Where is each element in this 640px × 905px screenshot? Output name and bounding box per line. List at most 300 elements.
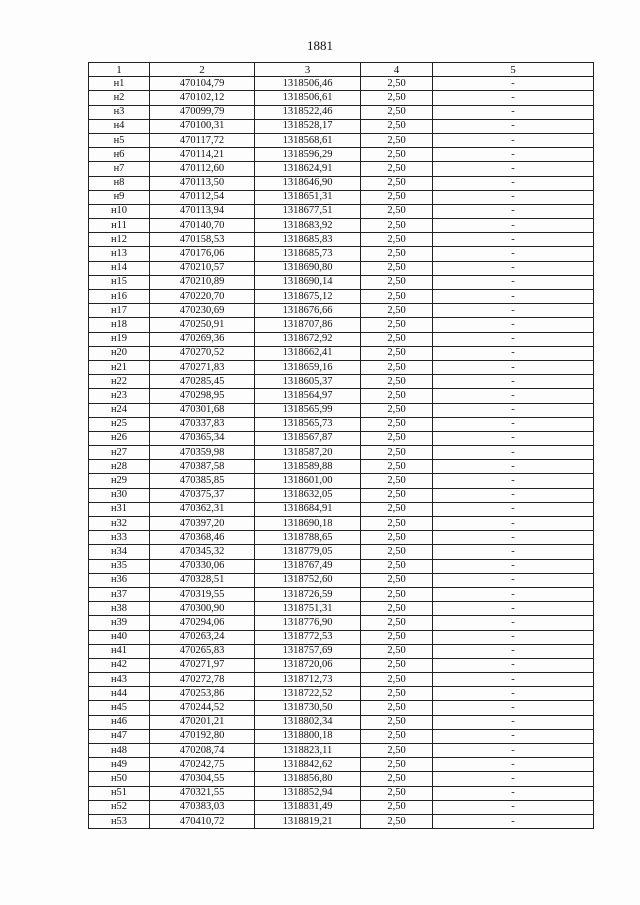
note-cell: - — [433, 587, 594, 601]
accuracy-cell: 2,50 — [361, 744, 433, 758]
x-coordinate-cell: 470271,83 — [150, 360, 255, 374]
accuracy-cell: 2,50 — [361, 644, 433, 658]
note-cell: - — [433, 814, 594, 828]
point-id-cell: н14 — [89, 261, 150, 275]
point-id-cell: н25 — [89, 417, 150, 431]
table-row — [89, 786, 594, 800]
note-cell: - — [433, 417, 594, 431]
x-coordinate-cell: 470208,74 — [150, 744, 255, 758]
note-cell: - — [433, 517, 594, 531]
table-row — [89, 758, 594, 772]
accuracy-cell: 2,50 — [361, 758, 433, 772]
table-row — [89, 190, 594, 204]
y-coordinate-cell: 1318831,49 — [255, 800, 361, 814]
accuracy-cell: 2,50 — [361, 502, 433, 516]
accuracy-cell: 2,50 — [361, 460, 433, 474]
point-id-cell: н46 — [89, 715, 150, 729]
table-row — [89, 814, 594, 828]
x-coordinate-cell: 470375,37 — [150, 488, 255, 502]
y-coordinate-cell: 1318690,14 — [255, 275, 361, 289]
y-coordinate-cell: 1318683,92 — [255, 219, 361, 233]
table-row — [89, 403, 594, 417]
x-coordinate-cell: 470270,52 — [150, 346, 255, 360]
table-row — [89, 687, 594, 701]
accuracy-cell: 2,50 — [361, 204, 433, 218]
table-row — [89, 119, 594, 133]
accuracy-cell: 2,50 — [361, 346, 433, 360]
y-coordinate-cell: 1318726,59 — [255, 587, 361, 601]
x-coordinate-cell: 470112,60 — [150, 162, 255, 176]
accuracy-cell: 2,50 — [361, 176, 433, 190]
point-id-cell: н17 — [89, 304, 150, 318]
point-id-cell: н20 — [89, 346, 150, 360]
y-coordinate-cell: 1318605,37 — [255, 375, 361, 389]
point-id-cell: н38 — [89, 602, 150, 616]
y-coordinate-cell: 1318506,61 — [255, 91, 361, 105]
table-header-row — [89, 63, 594, 77]
table-row — [89, 616, 594, 630]
point-id-cell: н42 — [89, 658, 150, 672]
x-coordinate-cell: 470368,46 — [150, 531, 255, 545]
x-coordinate-cell: 470304,55 — [150, 772, 255, 786]
note-cell: - — [433, 247, 594, 261]
accuracy-cell: 2,50 — [361, 616, 433, 630]
point-id-cell: н51 — [89, 786, 150, 800]
note-cell: - — [433, 346, 594, 360]
y-coordinate-cell: 1318802,34 — [255, 715, 361, 729]
x-coordinate-cell: 470099,79 — [150, 105, 255, 119]
point-id-cell: н52 — [89, 800, 150, 814]
point-id-cell: н26 — [89, 431, 150, 445]
x-coordinate-cell: 470263,24 — [150, 630, 255, 644]
table-row — [89, 559, 594, 573]
x-coordinate-cell: 470158,53 — [150, 233, 255, 247]
accuracy-cell: 2,50 — [361, 233, 433, 247]
x-coordinate-cell: 470210,89 — [150, 275, 255, 289]
y-coordinate-cell: 1318767,49 — [255, 559, 361, 573]
accuracy-cell: 2,50 — [361, 800, 433, 814]
accuracy-cell: 2,50 — [361, 431, 433, 445]
point-id-cell: н12 — [89, 233, 150, 247]
point-id-cell: н7 — [89, 162, 150, 176]
x-coordinate-cell: 470113,94 — [150, 204, 255, 218]
y-coordinate-cell: 1318730,50 — [255, 701, 361, 715]
y-coordinate-cell: 1318659,16 — [255, 360, 361, 374]
table-row — [89, 701, 594, 715]
y-coordinate-cell: 1318788,65 — [255, 531, 361, 545]
note-cell: - — [433, 701, 594, 715]
table-row — [89, 460, 594, 474]
column-header: 5 — [433, 63, 594, 77]
x-coordinate-cell: 470298,95 — [150, 389, 255, 403]
note-cell: - — [433, 77, 594, 91]
y-coordinate-cell: 1318662,41 — [255, 346, 361, 360]
y-coordinate-cell: 1318672,92 — [255, 332, 361, 346]
accuracy-cell: 2,50 — [361, 247, 433, 261]
accuracy-cell: 2,50 — [361, 389, 433, 403]
x-coordinate-cell: 470210,57 — [150, 261, 255, 275]
accuracy-cell: 2,50 — [361, 162, 433, 176]
point-id-cell: н47 — [89, 729, 150, 743]
page-number: 1881 — [307, 38, 333, 53]
accuracy-cell: 2,50 — [361, 133, 433, 147]
note-cell: - — [433, 261, 594, 275]
column-header: 1 — [89, 63, 150, 77]
accuracy-cell: 2,50 — [361, 417, 433, 431]
note-cell: - — [433, 658, 594, 672]
point-id-cell: н27 — [89, 446, 150, 460]
point-id-cell: н44 — [89, 687, 150, 701]
table-row — [89, 290, 594, 304]
y-coordinate-cell: 1318646,90 — [255, 176, 361, 190]
point-id-cell: н4 — [89, 119, 150, 133]
x-coordinate-cell: 470112,54 — [150, 190, 255, 204]
note-cell: - — [433, 687, 594, 701]
point-id-cell: н48 — [89, 744, 150, 758]
x-coordinate-cell: 470114,21 — [150, 148, 255, 162]
x-coordinate-cell: 470385,85 — [150, 474, 255, 488]
point-id-cell: н31 — [89, 502, 150, 516]
table-row — [89, 729, 594, 743]
x-coordinate-cell: 470365,34 — [150, 431, 255, 445]
table-row — [89, 360, 594, 374]
x-coordinate-cell: 470345,32 — [150, 545, 255, 559]
accuracy-cell: 2,50 — [361, 332, 433, 346]
y-coordinate-cell: 1318772,53 — [255, 630, 361, 644]
table-row — [89, 375, 594, 389]
column-header: 2 — [150, 63, 255, 77]
x-coordinate-cell: 470328,51 — [150, 573, 255, 587]
note-cell: - — [433, 403, 594, 417]
note-cell: - — [433, 800, 594, 814]
note-cell: - — [433, 729, 594, 743]
x-coordinate-cell: 470383,03 — [150, 800, 255, 814]
y-coordinate-cell: 1318685,73 — [255, 247, 361, 261]
table-row — [89, 502, 594, 516]
x-coordinate-cell: 470359,98 — [150, 446, 255, 460]
y-coordinate-cell: 1318776,90 — [255, 616, 361, 630]
point-id-cell: н21 — [89, 360, 150, 374]
x-coordinate-cell: 470117,72 — [150, 133, 255, 147]
table-row — [89, 431, 594, 445]
note-cell: - — [433, 105, 594, 119]
table-row — [89, 673, 594, 687]
note-cell: - — [433, 502, 594, 516]
point-id-cell: н5 — [89, 133, 150, 147]
accuracy-cell: 2,50 — [361, 559, 433, 573]
table-row — [89, 488, 594, 502]
point-id-cell: н28 — [89, 460, 150, 474]
y-coordinate-cell: 1318675,12 — [255, 290, 361, 304]
x-coordinate-cell: 470100,31 — [150, 119, 255, 133]
point-id-cell: н10 — [89, 204, 150, 218]
table-row — [89, 346, 594, 360]
table-row — [89, 233, 594, 247]
note-cell: - — [433, 744, 594, 758]
note-cell: - — [433, 431, 594, 445]
accuracy-cell: 2,50 — [361, 772, 433, 786]
y-coordinate-cell: 1318528,17 — [255, 119, 361, 133]
point-id-cell: н36 — [89, 573, 150, 587]
column-header: 3 — [255, 63, 361, 77]
point-id-cell: н8 — [89, 176, 150, 190]
table-row — [89, 162, 594, 176]
point-id-cell: н22 — [89, 375, 150, 389]
y-coordinate-cell: 1318589,88 — [255, 460, 361, 474]
accuracy-cell: 2,50 — [361, 375, 433, 389]
table-row — [89, 204, 594, 218]
y-coordinate-cell: 1318819,21 — [255, 814, 361, 828]
table-body — [89, 77, 594, 829]
note-cell: - — [433, 304, 594, 318]
y-coordinate-cell: 1318752,60 — [255, 573, 361, 587]
point-id-cell: н33 — [89, 531, 150, 545]
point-id-cell: н45 — [89, 701, 150, 715]
x-coordinate-cell: 470269,36 — [150, 332, 255, 346]
x-coordinate-cell: 470220,70 — [150, 290, 255, 304]
y-coordinate-cell: 1318684,91 — [255, 502, 361, 516]
accuracy-cell: 2,50 — [361, 715, 433, 729]
table-row — [89, 800, 594, 814]
note-cell: - — [433, 290, 594, 304]
note-cell: - — [433, 786, 594, 800]
note-cell: - — [433, 559, 594, 573]
y-coordinate-cell: 1318596,29 — [255, 148, 361, 162]
point-id-cell: н18 — [89, 318, 150, 332]
point-id-cell: н39 — [89, 616, 150, 630]
note-cell: - — [433, 573, 594, 587]
table-row — [89, 318, 594, 332]
x-coordinate-cell: 470230,69 — [150, 304, 255, 318]
table-row — [89, 446, 594, 460]
table-row — [89, 91, 594, 105]
table-row — [89, 304, 594, 318]
table-row — [89, 658, 594, 672]
y-coordinate-cell: 1318779,05 — [255, 545, 361, 559]
accuracy-cell: 2,50 — [361, 190, 433, 204]
accuracy-cell: 2,50 — [361, 545, 433, 559]
accuracy-cell: 2,50 — [361, 687, 433, 701]
x-coordinate-cell: 470397,20 — [150, 517, 255, 531]
x-coordinate-cell: 470113,50 — [150, 176, 255, 190]
point-id-cell: н43 — [89, 673, 150, 687]
table-row — [89, 772, 594, 786]
table-row — [89, 219, 594, 233]
accuracy-cell: 2,50 — [361, 814, 433, 828]
note-cell: - — [433, 233, 594, 247]
point-id-cell: н34 — [89, 545, 150, 559]
table-row — [89, 573, 594, 587]
y-coordinate-cell: 1318601,00 — [255, 474, 361, 488]
point-id-cell: н1 — [89, 77, 150, 91]
note-cell: - — [433, 148, 594, 162]
point-id-cell: н24 — [89, 403, 150, 417]
accuracy-cell: 2,50 — [361, 360, 433, 374]
table-row — [89, 275, 594, 289]
accuracy-cell: 2,50 — [361, 446, 433, 460]
x-coordinate-cell: 470410,72 — [150, 814, 255, 828]
note-cell: - — [433, 176, 594, 190]
y-coordinate-cell: 1318707,86 — [255, 318, 361, 332]
note-cell: - — [433, 204, 594, 218]
y-coordinate-cell: 1318676,66 — [255, 304, 361, 318]
note-cell: - — [433, 133, 594, 147]
x-coordinate-cell: 470242,75 — [150, 758, 255, 772]
x-coordinate-cell: 470265,83 — [150, 644, 255, 658]
point-id-cell: н13 — [89, 247, 150, 261]
y-coordinate-cell: 1318722,52 — [255, 687, 361, 701]
table-row — [89, 176, 594, 190]
point-id-cell: н32 — [89, 517, 150, 531]
point-id-cell: н19 — [89, 332, 150, 346]
accuracy-cell: 2,50 — [361, 105, 433, 119]
table-row — [89, 715, 594, 729]
point-id-cell: н41 — [89, 644, 150, 658]
note-cell: - — [433, 630, 594, 644]
note-cell: - — [433, 275, 594, 289]
y-coordinate-cell: 1318632,05 — [255, 488, 361, 502]
note-cell: - — [433, 91, 594, 105]
note-cell: - — [433, 360, 594, 374]
accuracy-cell: 2,50 — [361, 148, 433, 162]
y-coordinate-cell: 1318690,18 — [255, 517, 361, 531]
point-id-cell: н2 — [89, 91, 150, 105]
accuracy-cell: 2,50 — [361, 658, 433, 672]
note-cell: - — [433, 318, 594, 332]
y-coordinate-cell: 1318712,73 — [255, 673, 361, 687]
column-header: 4 — [361, 63, 433, 77]
x-coordinate-cell: 470201,21 — [150, 715, 255, 729]
x-coordinate-cell: 470337,83 — [150, 417, 255, 431]
note-cell: - — [433, 602, 594, 616]
y-coordinate-cell: 1318823,11 — [255, 744, 361, 758]
x-coordinate-cell: 470176,06 — [150, 247, 255, 261]
x-coordinate-cell: 470300,90 — [150, 602, 255, 616]
accuracy-cell: 2,50 — [361, 602, 433, 616]
accuracy-cell: 2,50 — [361, 290, 433, 304]
y-coordinate-cell: 1318651,31 — [255, 190, 361, 204]
y-coordinate-cell: 1318751,31 — [255, 602, 361, 616]
note-cell: - — [433, 389, 594, 403]
point-id-cell: н29 — [89, 474, 150, 488]
y-coordinate-cell: 1318800,18 — [255, 729, 361, 743]
accuracy-cell: 2,50 — [361, 77, 433, 91]
x-coordinate-cell: 470104,79 — [150, 77, 255, 91]
y-coordinate-cell: 1318587,20 — [255, 446, 361, 460]
table-row — [89, 517, 594, 531]
point-id-cell: н11 — [89, 219, 150, 233]
y-coordinate-cell: 1318564,97 — [255, 389, 361, 403]
accuracy-cell: 2,50 — [361, 673, 433, 687]
y-coordinate-cell: 1318757,69 — [255, 644, 361, 658]
table-row — [89, 602, 594, 616]
table-row — [89, 105, 594, 119]
point-id-cell: н35 — [89, 559, 150, 573]
point-id-cell: н9 — [89, 190, 150, 204]
point-id-cell: н50 — [89, 772, 150, 786]
accuracy-cell: 2,50 — [361, 630, 433, 644]
point-id-cell: н3 — [89, 105, 150, 119]
point-id-cell: н40 — [89, 630, 150, 644]
point-id-cell: н6 — [89, 148, 150, 162]
note-cell: - — [433, 715, 594, 729]
x-coordinate-cell: 470102,12 — [150, 91, 255, 105]
x-coordinate-cell: 470244,52 — [150, 701, 255, 715]
y-coordinate-cell: 1318522,46 — [255, 105, 361, 119]
accuracy-cell: 2,50 — [361, 573, 433, 587]
note-cell: - — [433, 474, 594, 488]
table-row — [89, 332, 594, 346]
note-cell: - — [433, 616, 594, 630]
note-cell: - — [433, 190, 594, 204]
x-coordinate-cell: 470250,91 — [150, 318, 255, 332]
x-coordinate-cell: 470387,58 — [150, 460, 255, 474]
accuracy-cell: 2,50 — [361, 517, 433, 531]
table-row — [89, 417, 594, 431]
table-row — [89, 644, 594, 658]
y-coordinate-cell: 1318565,99 — [255, 403, 361, 417]
table-row — [89, 474, 594, 488]
table-row — [89, 587, 594, 601]
accuracy-cell: 2,50 — [361, 786, 433, 800]
table-row — [89, 389, 594, 403]
table-row — [89, 545, 594, 559]
note-cell: - — [433, 446, 594, 460]
table-row — [89, 247, 594, 261]
x-coordinate-cell: 470285,45 — [150, 375, 255, 389]
table-row — [89, 744, 594, 758]
accuracy-cell: 2,50 — [361, 531, 433, 545]
accuracy-cell: 2,50 — [361, 275, 433, 289]
point-id-cell: н30 — [89, 488, 150, 502]
accuracy-cell: 2,50 — [361, 91, 433, 105]
y-coordinate-cell: 1318842,62 — [255, 758, 361, 772]
note-cell: - — [433, 531, 594, 545]
note-cell: - — [433, 375, 594, 389]
accuracy-cell: 2,50 — [361, 729, 433, 743]
point-id-cell: н49 — [89, 758, 150, 772]
table-row — [89, 261, 594, 275]
table-row — [89, 133, 594, 147]
note-cell: - — [433, 673, 594, 687]
note-cell: - — [433, 162, 594, 176]
point-id-cell: н53 — [89, 814, 150, 828]
y-coordinate-cell: 1318856,80 — [255, 772, 361, 786]
accuracy-cell: 2,50 — [361, 318, 433, 332]
coordinates-table — [88, 62, 594, 829]
y-coordinate-cell: 1318565,73 — [255, 417, 361, 431]
note-cell: - — [433, 219, 594, 233]
accuracy-cell: 2,50 — [361, 488, 433, 502]
point-id-cell: н15 — [89, 275, 150, 289]
y-coordinate-cell: 1318720,06 — [255, 658, 361, 672]
note-cell: - — [433, 644, 594, 658]
accuracy-cell: 2,50 — [361, 261, 433, 275]
x-coordinate-cell: 470140,70 — [150, 219, 255, 233]
note-cell: - — [433, 758, 594, 772]
x-coordinate-cell: 470253,86 — [150, 687, 255, 701]
accuracy-cell: 2,50 — [361, 403, 433, 417]
y-coordinate-cell: 1318567,87 — [255, 431, 361, 445]
x-coordinate-cell: 470362,31 — [150, 502, 255, 516]
table-row — [89, 148, 594, 162]
x-coordinate-cell: 470192,80 — [150, 729, 255, 743]
x-coordinate-cell: 470321,55 — [150, 786, 255, 800]
y-coordinate-cell: 1318690,80 — [255, 261, 361, 275]
y-coordinate-cell: 1318506,46 — [255, 77, 361, 91]
x-coordinate-cell: 470330,06 — [150, 559, 255, 573]
y-coordinate-cell: 1318685,83 — [255, 233, 361, 247]
